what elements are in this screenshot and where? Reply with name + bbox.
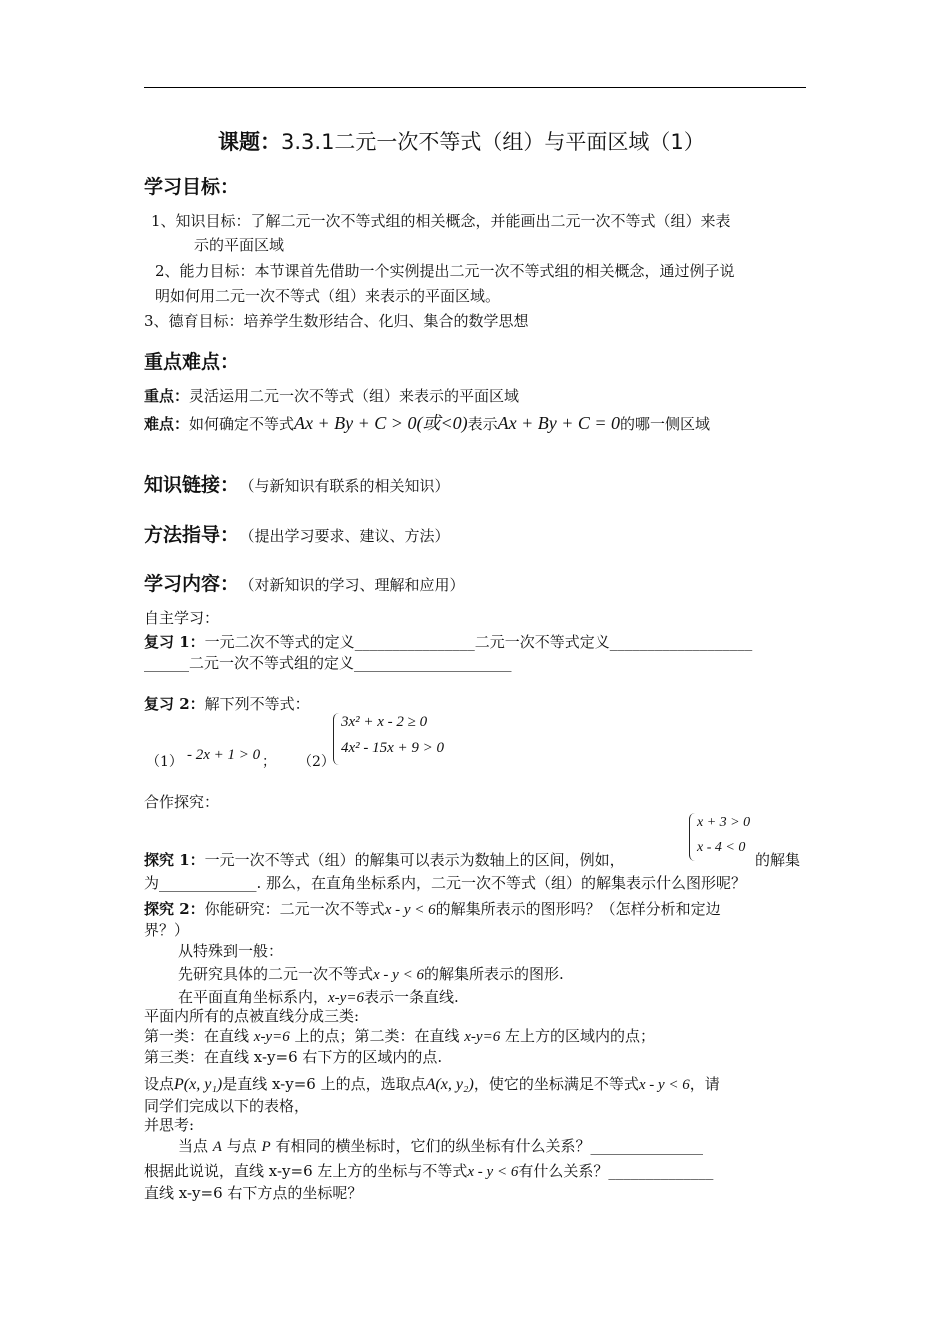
review1-text3: 二元一次不等式组的定义 (189, 654, 355, 672)
explore1-sys-line2: x - 4 < 0 (697, 840, 746, 855)
key-points-heading: 重点难点： (144, 351, 240, 373)
page-title (218, 126, 705, 156)
review1-text1: 一元二次不等式的定义 (204, 633, 355, 651)
review2-p2-label: （2） (298, 754, 335, 770)
explore1-tail: 的解集 (755, 851, 801, 869)
review2-sys-line2: 4x² - 15x + 9 > 0 (341, 740, 445, 756)
content-note: （对新知识的学习、理解和应用） (247, 576, 465, 594)
method-row (144, 520, 450, 547)
cat1-eq: x-y=6 (253, 1029, 290, 1045)
explore2-post: 的解集所表示的图形吗？（怎样分析和定边 (435, 900, 721, 918)
categories-line2: 第三类：在直线 x-y=6 右下方的区域内的点. (144, 1048, 443, 1066)
explore1-sys-line1: x + 3 > 0 (697, 815, 751, 830)
explore2-ineq: x - y < 6 (384, 902, 436, 918)
difficulty-pre: 如何确定不等式 (189, 415, 295, 433)
difficulty-inequality: Ax + By + C > 0(或<0) (294, 413, 468, 433)
method-note: （提出学习要求、建议、方法） (247, 527, 450, 545)
explore1-label: 探究 1： (144, 851, 205, 869)
question-1 (178, 1135, 703, 1156)
set-mid: 是直线 x-y=6 上的点，选取点 (222, 1075, 426, 1093)
review1-line2 (144, 652, 512, 673)
cat1-mid: 上的点；第二类：在直线 (289, 1027, 465, 1045)
set-P: P(x, y₁) (174, 1076, 223, 1093)
review2-text: 解下列不等式： (204, 695, 310, 713)
explore2-line2: 界？） (144, 921, 190, 939)
review2-p1-label: （1） (146, 754, 183, 770)
method-heading: 方法指导： (144, 524, 240, 546)
study-ineq: x - y < 6 (373, 967, 424, 983)
set-line2: 同学们完成以下的表格， (144, 1097, 310, 1115)
q2-blank[interactable]: ______________ (608, 1162, 714, 1180)
review1-line1 (144, 631, 752, 652)
review1-blank1[interactable]: ________________ (354, 633, 475, 651)
difficulty-mid: 表示 (467, 415, 498, 433)
set-line (144, 1073, 720, 1094)
focus-label: 重点： (144, 387, 190, 405)
review2-label: 复习 2： (144, 695, 205, 713)
review1-label: 复习 1： (144, 633, 205, 651)
objective-2-line1: 2、能力目标：本节课首先借助一个实例提出二元一次不等式组的相关概念，通过例子说 (155, 262, 735, 280)
q2-pre: 根据此说说，直线 x-y=6 左上方的坐标与不等式 (144, 1162, 468, 1180)
q2-post: 有什么关系？ (518, 1162, 609, 1180)
study-pre: 先研究具体的二元一次不等式 (178, 965, 374, 983)
study-line (178, 963, 564, 984)
set-post: ，请 (689, 1075, 720, 1093)
plane-eq: x-y=6 (328, 990, 364, 1006)
study-post: 的解集所表示的图形. (423, 965, 564, 983)
review2-sep: ； (262, 754, 276, 770)
set-pre: 设点 (144, 1075, 175, 1093)
difficulty-line (144, 412, 710, 435)
review1-blank4[interactable]: _____________________ (354, 654, 512, 672)
explore1-line2-post: . 那么，在直角坐标系内，二元一次不等式（组）的解集表示什么图形呢？ (256, 874, 747, 892)
set-A: A(x, y₂) (425, 1076, 474, 1093)
think-label: 并思考: (144, 1116, 195, 1134)
content-heading: 学习内容： (144, 573, 240, 595)
q1-blank[interactable]: _______________ (590, 1137, 703, 1155)
explore1-line2-pre: 为 (144, 874, 160, 892)
focus-text: 灵活运用二元一次不等式（组）来表示的平面区域 (189, 387, 520, 405)
review1-blank2[interactable]: ___________________ (609, 633, 753, 651)
question-3: 直线 x-y=6 右下方点的坐标呢？ (144, 1184, 363, 1202)
title-prefix: 课题： (218, 130, 281, 154)
special-to-general: 从特殊到一般： (178, 942, 284, 960)
set-mid2: ，使它的坐标满足不等式 (473, 1075, 639, 1093)
explore2-line1 (144, 898, 721, 919)
plane-line (178, 986, 459, 1007)
explore1-blank[interactable]: _____________ (159, 874, 257, 892)
q1-post: 有相同的横坐标时，它们的纵坐标有什么关系？ (270, 1137, 591, 1155)
three-categories: 平面内所有的点被直线分成三类: (144, 1007, 360, 1025)
review2-line (144, 693, 310, 714)
question-2 (144, 1160, 713, 1181)
content-row (144, 569, 465, 596)
links-row (144, 470, 450, 497)
set-ineq: x - y < 6 (638, 1077, 690, 1093)
q1-mid: 与点 (221, 1137, 262, 1155)
cat1-pre: 第一类：在直线 (144, 1027, 254, 1045)
links-heading: 知识链接： (144, 474, 240, 496)
objective-2-line2: 明如何用二元一次不等式（组）来表示的平面区域。 (155, 287, 501, 305)
top-rule (144, 87, 806, 88)
explore2-label: 探究 2： (144, 900, 205, 918)
q2-ineq: x - y < 6 (467, 1164, 519, 1180)
review2-sys-line1: 3x² + x - 2 ≥ 0 (341, 714, 428, 730)
q1-P: P (261, 1139, 271, 1155)
difficulty-line-eq: Ax + By + C = 0 (497, 413, 621, 433)
objectives-heading: 学习目标： (144, 176, 240, 198)
explore1-text: 一元一次不等式（组）的解集可以表示为数轴上的区间，例如， (204, 851, 625, 869)
focus-line (144, 385, 519, 406)
explore2-pre: 你能研究：二元一次不等式 (204, 900, 385, 918)
q1-A: A (212, 1139, 222, 1155)
explore1-brace (689, 813, 696, 861)
plane-post: 表示一条直线. (363, 988, 459, 1006)
title-rest: 3.3.1二元一次不等式（组）与平面区域（1） (281, 130, 705, 154)
self-study-label: 自主学习： (144, 609, 220, 627)
objective-1-line1: 1、知识目标：了解二元一次不等式组的相关概念，并能画出二元一次不等式（组）来表 (151, 212, 731, 230)
review1-blank3[interactable]: ______ (144, 654, 189, 672)
difficulty-post: 的哪一侧区域 (620, 415, 711, 433)
cat2-eq: x-y=6 (464, 1029, 501, 1045)
review2-p1-expr: - 2x + 1 > 0 (187, 747, 261, 763)
review1-text2: 二元一次不等式定义 (474, 633, 610, 651)
objective-1-line2: 示的平面区域 (194, 236, 285, 254)
explore1-line2 (144, 872, 746, 893)
difficulty-label: 难点： (144, 415, 190, 433)
categories-line1 (144, 1025, 655, 1046)
q1-pre: 当点 (178, 1137, 213, 1155)
links-note: （与新知识有联系的相关知识） (247, 477, 450, 495)
plane-pre: 在平面直角坐标系内， (178, 988, 329, 1006)
cat2-post: 左上方的区域内的点； (500, 1027, 655, 1045)
explore1-line1 (144, 849, 625, 870)
cooperate-label: 合作探究： (144, 793, 220, 811)
objective-3: 3、德育目标：培养学生数形结合、化归、集合的数学思想 (144, 312, 529, 330)
system-brace (333, 713, 340, 765)
